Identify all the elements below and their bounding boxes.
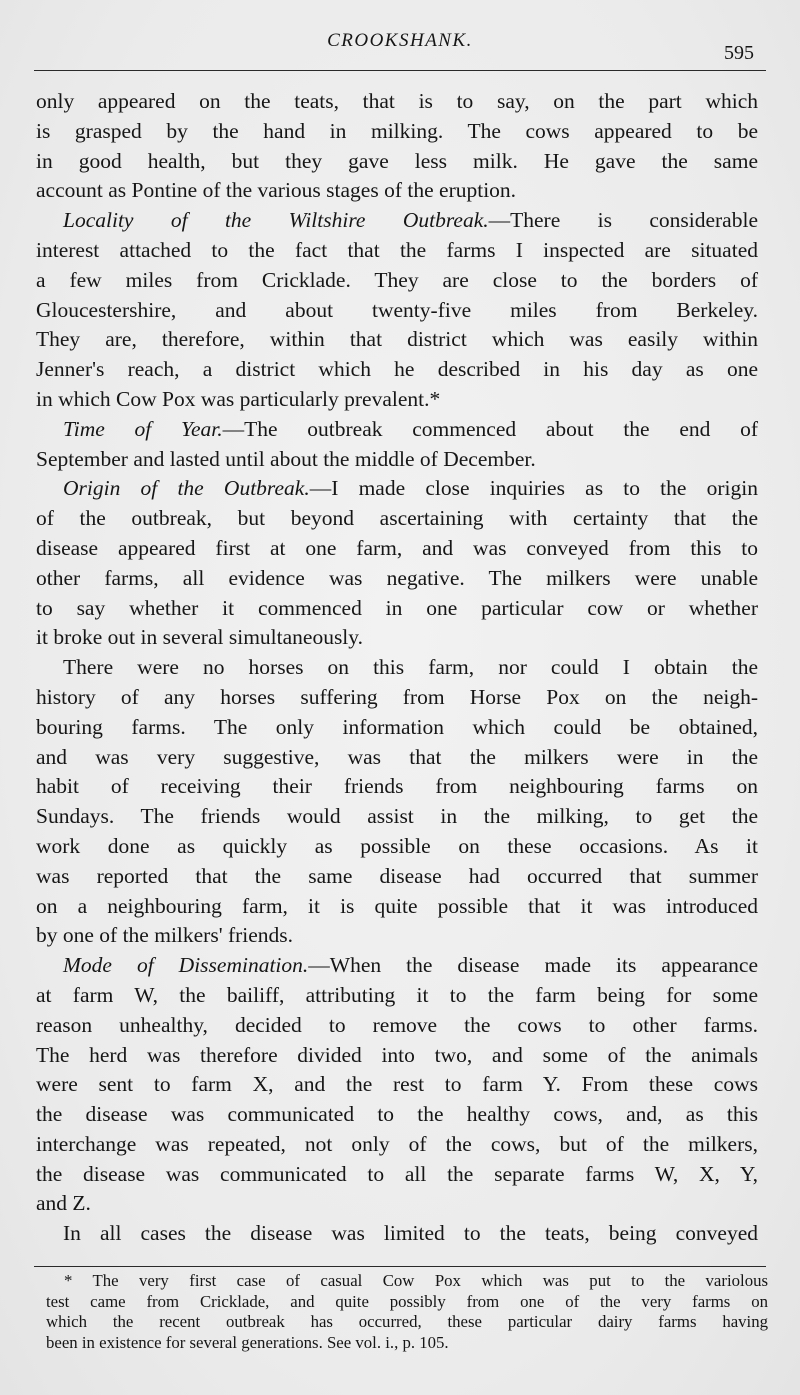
text-line: disease appeared first at one farm, and was conveyed from this to (36, 535, 758, 560)
section-heading: Time of Year. (63, 416, 223, 441)
text-line: in good health, but they gave less milk. He gave the same (36, 148, 758, 173)
footnote-line: test came from Cricklade, and quite possibly from one of the very farms on (46, 1291, 768, 1311)
footnote (46, 1271, 768, 1353)
text-line: other farms, all evidence was negative. The milkers were unable (36, 565, 758, 590)
text-line: by one of the milkers' friends. (36, 923, 294, 948)
text-line: it broke out in several simultaneously. (36, 625, 364, 650)
text-line: is grasped by the hand in milking. The cows appeared to be (36, 118, 758, 143)
running-head: CROOKSHANK. (327, 30, 473, 51)
footnote-line: * The very first case of casual Cow Pox which was put to the variolous (64, 1271, 768, 1290)
header-rule (34, 70, 766, 71)
text-line: and Z. (36, 1191, 91, 1216)
section-heading: Locality of the Wiltshire Outbreak. (63, 208, 489, 233)
section-heading-line: Locality of the Wiltshire Outbreak.—There is considerable (63, 208, 758, 233)
text-line: Jenner's reach, a district which he described in his day as one (36, 357, 758, 382)
footnote-rule (34, 1266, 766, 1267)
text-line: There were no horses on this farm, nor could I obtain the (63, 655, 758, 680)
text-line: Sundays. The friends would assist in the milking, to get the (36, 804, 758, 829)
text-line: work done as quickly as possible on these occasions. As it (36, 833, 758, 858)
text-line: habit of receiving their friends from neighbouring farms on (36, 774, 758, 799)
text-line: They are, therefore, within that district which was easily within (36, 327, 758, 352)
text-line: of the outbreak, but beyond ascertaining with certainty that the (36, 506, 758, 531)
text-line: on a neighbouring farm, it is quite possible that it was introduced (36, 893, 758, 918)
body-text (36, 87, 758, 1249)
text-line: in which Cow Pox was particularly prevalent.* (36, 386, 441, 411)
section-heading-line: Time of Year.—The outbreak commenced about the end of (63, 416, 758, 441)
text-line: history of any horses suffering from Horse Pox on the neigh- (36, 684, 758, 709)
text-line: In all cases the disease was limited to the teats, being conveyed (63, 1221, 758, 1246)
text-line: Gloucestershire, and about twenty-five miles from Berkeley. (36, 297, 758, 322)
section-heading-line: Mode of Dissemination.—When the disease made its appearance (63, 953, 758, 978)
text-line: to say whether it commenced in one particular cow or whether (36, 595, 758, 620)
text-line: reason unhealthy, decided to remove the cows to other farms. (36, 1012, 758, 1037)
footnote-line: which the recent outbreak has occurred, these particular dairy farms having (46, 1312, 768, 1332)
footnote-line: been in existence for several generations. See vol. i., p. 105. (46, 1332, 449, 1352)
text-line: were sent to farm X, and the rest to farm Y. From these cows (36, 1072, 758, 1097)
text-line: interest attached to the fact that the farms I inspected are situated (36, 237, 758, 262)
section-heading: Mode of Dissemination. (63, 953, 309, 978)
text-line: only appeared on the teats, that is to say, on the part which (36, 89, 758, 113)
page-number: 595 (724, 42, 754, 64)
text-line: was reported that the same disease had occurred that summer (36, 863, 758, 888)
text-line: and was very suggestive, was that the milkers were in the (36, 744, 758, 769)
text-line: account as Pontine of the various stages of the eruption. (36, 178, 517, 203)
text-line: at farm W, the bailiff, attributing it to the farm being for some (36, 982, 758, 1007)
text-line: bouring farms. The only information which could be obtained, (36, 714, 758, 739)
text-line: September and lasted until about the middle of December. (36, 446, 536, 471)
text-line: the disease was communicated to the healthy cows, and, as this (36, 1102, 758, 1127)
text-line: a few miles from Cricklade. They are close to the borders of (36, 267, 758, 292)
text-line: the disease was communicated to all the separate farms W, X, Y, (36, 1161, 758, 1186)
section-heading: Origin of the Outbreak. (63, 476, 310, 501)
text-line: interchange was repeated, not only of the cows, but of the milkers, (36, 1131, 758, 1156)
section-heading-line: Origin of the Outbreak.—I made close inquiries as to the origin (63, 476, 759, 501)
text-line: The herd was therefore divided into two, and some of the animals (36, 1042, 758, 1067)
